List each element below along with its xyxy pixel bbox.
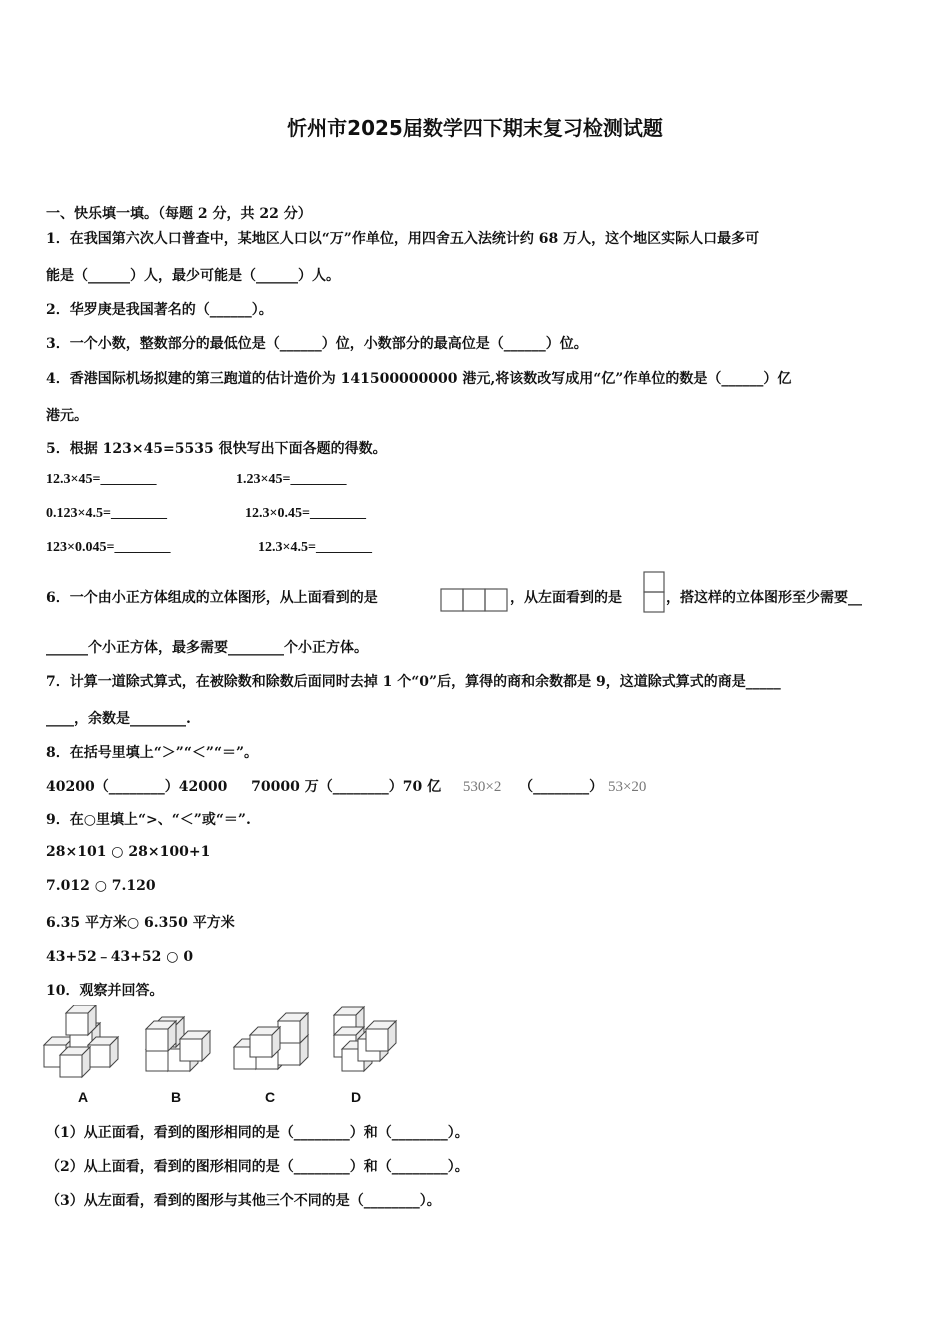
q5-r3-right: 12.3×4.5=________	[258, 540, 372, 555]
cube-d-5	[366, 1021, 396, 1051]
q1-line2: 能是（______）人，最少可能是（______）人。	[46, 268, 340, 284]
q10-intro: 10．观察并回答。	[46, 983, 164, 999]
q5-r2-left: 0.123×4.5=________	[46, 506, 167, 521]
q5-r1-left: 12.3×45=________	[46, 472, 157, 487]
q9-item-1: 28×101 ○ 28×100+1	[46, 844, 211, 860]
q8-items	[46, 776, 646, 796]
q5-r2-right: 12.3×0.45=________	[245, 506, 366, 521]
q8-item-c-right: 53×20	[607, 779, 647, 795]
cube-b-5	[146, 1021, 176, 1051]
q8-item-a: 40200（________）42000	[46, 779, 228, 795]
figure-label-b: B	[171, 1089, 182, 1105]
q4-line2: 港元。	[46, 408, 88, 424]
q6-part2: ，从左面看到的是	[510, 590, 622, 606]
q10-sub-2: （2）从上面看，看到的图形相同的是（________）和（________）。	[46, 1159, 469, 1175]
cube-a-3	[66, 1005, 96, 1035]
q8-intro: 8．在括号里填上“＞”“＜”“＝”。	[46, 745, 259, 761]
q2-text: 2．华罗庚是我国著名的（______）。	[46, 302, 273, 318]
top-view-figure	[440, 588, 510, 614]
q10-sub-3: （3）从左面看，看到的图形与其他三个不同的是（________）。	[46, 1193, 441, 1209]
q3-text: 3．一个小数，整数部分的最低位是（______）位，小数部分的最高位是（______）位。	[46, 336, 588, 352]
section-heading: 一、快乐填一填。（每题 2 分，共 22 分）	[46, 206, 312, 222]
cube-a-5	[60, 1047, 90, 1077]
q6-line2: ______个小正方体，最多需要________个小正方体。	[46, 640, 368, 656]
q9-item-2: 7.012 ○ 7.120	[46, 878, 156, 894]
q6-part1: 6．一个由小正方体组成的立体图形，从上面看到的是	[46, 590, 378, 606]
q7-line2: ____，余数是________.	[46, 711, 191, 727]
q10-sub-1: （1）从正面看，看到的图形相同的是（________）和（________）。	[46, 1125, 469, 1141]
cube-figures	[40, 1005, 400, 1085]
q5-intro: 5．根据 123×45=5535 很快写出下面各题的得数。	[46, 441, 387, 457]
q1-line1: 1．在我国第六次人口普查中，某地区人口以“万”作单位，用四舍五入法统计约 68 万人，这个地区实际人口最多可	[46, 231, 760, 247]
figure-label-a: A	[78, 1089, 89, 1105]
q5-r1-right: 1.23×45=________	[236, 472, 347, 487]
cube-c-5	[250, 1027, 280, 1057]
q8-item-c-left: 530×2	[462, 779, 502, 795]
q8-item-b: 70000 万（________）70 亿	[251, 779, 442, 795]
cube-b-4	[180, 1031, 210, 1061]
q5-r3-left: 123×0.045=________	[46, 540, 171, 555]
q6-part3: ，搭这样的立体图形至少需要__	[666, 590, 862, 606]
cube-c-4	[278, 1013, 308, 1043]
page-title: 忻州市2025届数学四下期末复习检测试题	[287, 116, 663, 140]
q7-line1: 7．计算一道除式算式，在被除数和除数后面同时去掉 1 个“0”后，算得的商和余数都是 9，这道除式算式的商是_____	[46, 674, 781, 690]
q9-intro: 9．在○里填上“>、“＜”或“＝”.	[46, 812, 251, 828]
q9-item-4: 43+52﹣43+52 ○ 0	[46, 949, 194, 965]
cube-a-4	[88, 1037, 118, 1067]
q9-item-3: 6.35 平方米○ 6.350 平方米	[46, 915, 235, 931]
q4-line1: 4．香港国际机场拟建的第三跑道的估计造价为 141500000000 港元,将该数改写成用“亿”作单位的数是（______）亿	[46, 371, 792, 387]
q8-item-c-mid: （________）	[519, 779, 604, 795]
figure-label-d: D	[351, 1089, 362, 1105]
figure-label-c: C	[265, 1089, 276, 1105]
left-view-figure	[643, 571, 667, 617]
